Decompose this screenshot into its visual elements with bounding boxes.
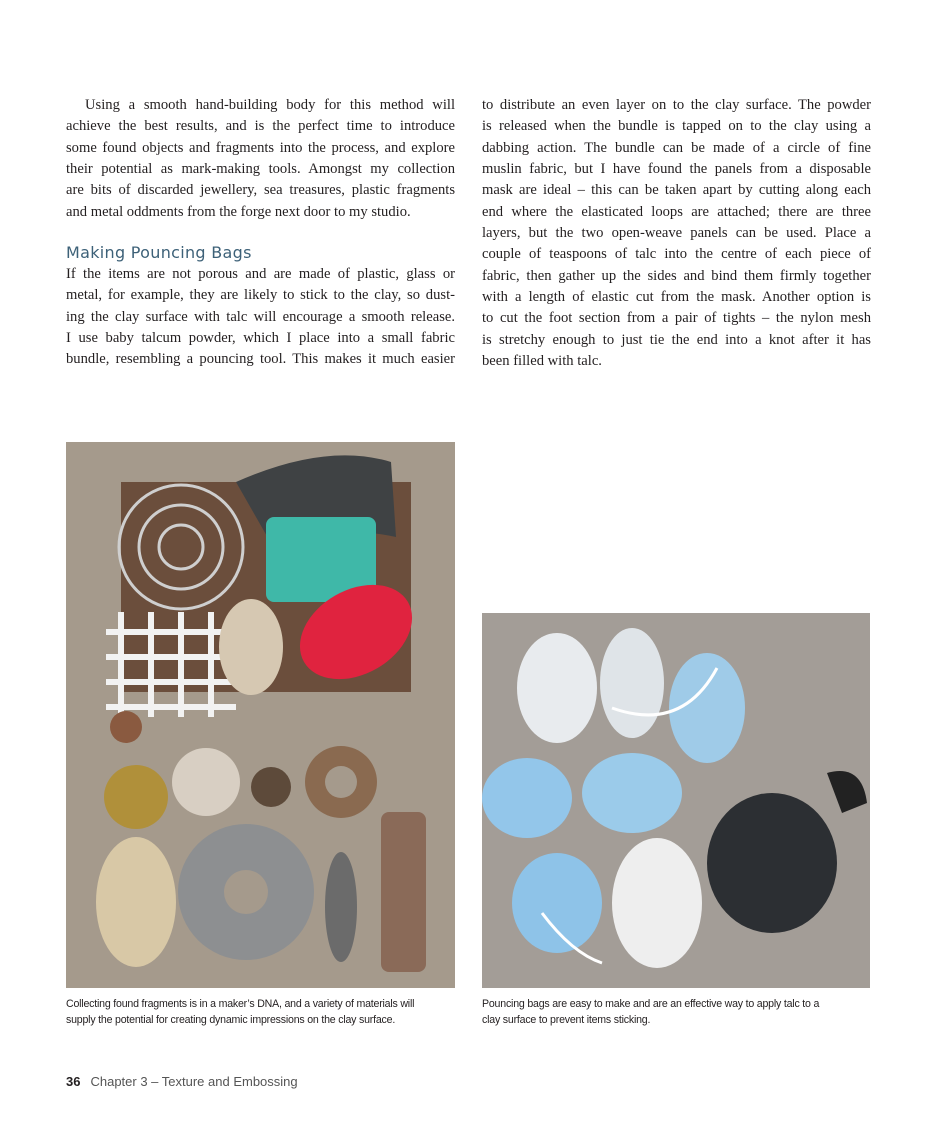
body-line: and metal oddments from the forge next door to my studio. xyxy=(66,203,411,220)
caption-line: supply the potential for creating dynamic impressions on the clay surface. xyxy=(66,1014,396,1026)
left-column xyxy=(66,95,455,371)
caption-line: clay surface to prevent items sticking. xyxy=(482,1014,651,1026)
body-line: ing the clay surface with talc will encourage a smooth release. xyxy=(66,308,455,325)
body-line: end where the elasticated loops are attached; there are three xyxy=(482,203,871,220)
figure-caption-left xyxy=(66,996,461,1028)
body-line: is released when the bundle is tapped on to the clay using a xyxy=(482,118,871,135)
page-number: 36 xyxy=(66,1074,81,1089)
figure-caption-right xyxy=(482,996,877,1028)
body-line: to cut the foot section from a pair of tights – the nylon mesh xyxy=(482,310,871,327)
caption-line: Collecting found fragments is in a maker’s DNA, and a variety of materials will xyxy=(66,998,415,1010)
section-heading: Making Pouncing Bags xyxy=(66,243,252,263)
body-line: I use baby talcum powder, which I place into a small fabric xyxy=(66,330,455,347)
body-line: with a length of elastic cut from the mask. Another option is xyxy=(482,289,871,306)
body-line: is stretchy enough to just tie the end into a knot after it has xyxy=(482,331,871,348)
body-line: achieve the best results, and is the perfect time to introduce xyxy=(66,118,455,135)
body-line: Using a smooth hand-building body for this method will xyxy=(85,97,455,113)
body-line: If the items are not porous and are made of plastic, glass or xyxy=(66,266,455,283)
body-line: been filled with talc. xyxy=(482,353,602,370)
body-line: dabbing action. The bundle can be made of a circle of fine xyxy=(482,139,871,156)
found-fragments-photo xyxy=(66,442,455,988)
body-line: couple of teaspoons of talc into the centre of each piece of xyxy=(482,246,871,263)
pouncing-bags-photo xyxy=(482,613,870,988)
body-line: layers, but the two open-weave panels can be used. Place a xyxy=(482,225,871,242)
body-line: metal, for example, they are likely to stick to the clay, so dust- xyxy=(66,287,455,304)
body-line: mask are ideal – this can be taken apart by cutting along each xyxy=(482,182,871,199)
body-line: are bits of discarded jewellery, sea treasures, plastic fragments xyxy=(66,182,455,199)
body-line: to distribute an even layer on to the clay surface. The powder xyxy=(482,97,871,113)
body-line: bundle, resembling a pouncing tool. This makes it much easier xyxy=(66,351,455,368)
body-line: some found objects and fragments into the process, and explore xyxy=(66,139,455,156)
body-line: fabric, then gather up the sides and bind them firmly together xyxy=(482,267,871,284)
body-line: their potential as mark-making tools. Amongst my collection xyxy=(66,161,455,178)
page-footer xyxy=(66,1074,298,1089)
body-line: muslin fabric, but I have found the panels from a disposable xyxy=(482,161,871,178)
caption-line: Pouncing bags are easy to make and are an effective way to apply talc to a xyxy=(482,998,820,1010)
right-column xyxy=(482,95,871,372)
chapter-title: Chapter 3 – Texture and Embossing xyxy=(90,1074,298,1089)
